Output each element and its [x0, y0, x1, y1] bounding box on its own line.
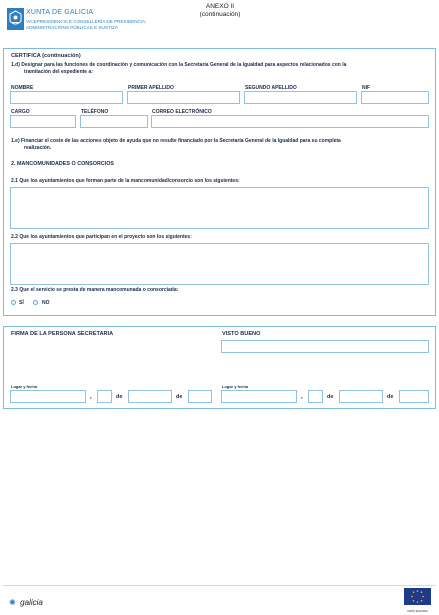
label-primer-apellido: PRIMER APELLIDO	[128, 85, 174, 91]
q23-text: 2.3 Que el servicio se presta de manera mancomunada o consorciada:	[11, 287, 179, 293]
footer-divider	[3, 585, 436, 586]
comma-right: ,	[301, 394, 303, 400]
label-telefono: TELÉFONO	[81, 109, 109, 115]
label-no: NO	[42, 300, 50, 306]
q21-text: 2.1 Que los ayuntamientos que forman parte de la mancomunidad/consorcio son los siguientes:	[11, 178, 240, 184]
org-name: XUNTA DE GALICIA	[26, 9, 94, 16]
nombre-field[interactable]	[10, 91, 123, 104]
eu-label: UNIÓN EUROPEA	[407, 610, 428, 613]
eu-flag-icon	[404, 588, 431, 605]
correo-field[interactable]	[151, 115, 429, 128]
label-segundo-apellido: SEGUNDO APELLIDO	[245, 85, 297, 91]
de1-left: de	[116, 394, 123, 400]
lugar-fecha-left: Lugar y fecha	[11, 384, 38, 389]
lugar-right-field[interactable]	[221, 390, 297, 403]
comma-left: ,	[90, 394, 92, 400]
q22-text: 2.2 Que los ayuntamientos que participan en el proyecto son los siguientes:	[11, 234, 192, 240]
primer-apellido-field[interactable]	[127, 91, 240, 104]
annex-title: ANEXO II	[205, 3, 235, 10]
label-correo: CORREO ELECTRÓNICO	[152, 109, 212, 115]
de1-right: de	[327, 394, 334, 400]
certifica-title: CERTIFICA (continuación)	[11, 53, 81, 59]
eu-logo	[404, 588, 431, 613]
annex-subtitle: (continuación)	[199, 11, 241, 18]
dept-line1: VICEPRESIDENCIA E CONSELLERÍA DE PRESIDENCIA,	[26, 19, 147, 24]
item-1e-line1: 1.e) Financiar el coste de las acciones objeto de ayuda que no resulte financiado por la Secretaría General de la Igualdad para su completa	[11, 138, 341, 144]
item-1d-line1: 1.d) Designar para las funciones de coordinación y comunicación con la Secretaría General de la Igualdad para aspectos relacionados con la	[11, 62, 347, 68]
galicia-logo-text: galicia	[20, 598, 43, 607]
telefono-field[interactable]	[80, 115, 148, 128]
lugar-fecha-right: Lugar y fecha	[222, 384, 249, 389]
mes-right-field[interactable]	[339, 390, 383, 403]
dia-left-field[interactable]	[97, 390, 112, 403]
q22-textarea[interactable]	[10, 243, 429, 285]
xunta-logo	[7, 8, 24, 30]
nif-field[interactable]	[361, 91, 429, 104]
segundo-apellido-field[interactable]	[244, 91, 357, 104]
galicia-swirl-icon: ✺	[9, 598, 16, 607]
section2-title: 2. MANCOMUNIDADES O CONSORCIOS	[11, 161, 115, 167]
radio-si[interactable]	[11, 300, 16, 305]
dept-line2: ADMINISTRACIÓNS PÚBLICAS E XUSTIZA	[26, 25, 118, 30]
anio-left-field[interactable]	[188, 390, 212, 403]
de2-left: de	[176, 394, 183, 400]
label-nif: NIF	[362, 85, 371, 91]
label-cargo: CARGO	[11, 109, 30, 115]
secretaria-title: FIRMA DE LA PERSONA SECRETARIA	[11, 331, 114, 337]
xunta-emblem-icon	[7, 8, 24, 30]
cargo-field[interactable]	[10, 115, 76, 128]
radio-no[interactable]	[33, 300, 38, 305]
de2-right: de	[387, 394, 394, 400]
dia-right-field[interactable]	[308, 390, 323, 403]
anio-right-field[interactable]	[399, 390, 429, 403]
visto-bueno-field[interactable]	[221, 340, 429, 353]
mes-left-field[interactable]	[128, 390, 172, 403]
label-nombre: NOMBRE	[11, 85, 34, 91]
visto-bueno-title: VISTO BUENO	[222, 331, 261, 337]
item-1d-line2: tramitación del expediente a:	[24, 69, 93, 75]
galicia-logo	[9, 592, 43, 606]
q21-textarea[interactable]	[10, 187, 429, 229]
label-si: SÍ	[19, 300, 24, 306]
lugar-left-field[interactable]	[10, 390, 86, 403]
item-1e-line2: realización.	[24, 145, 52, 151]
